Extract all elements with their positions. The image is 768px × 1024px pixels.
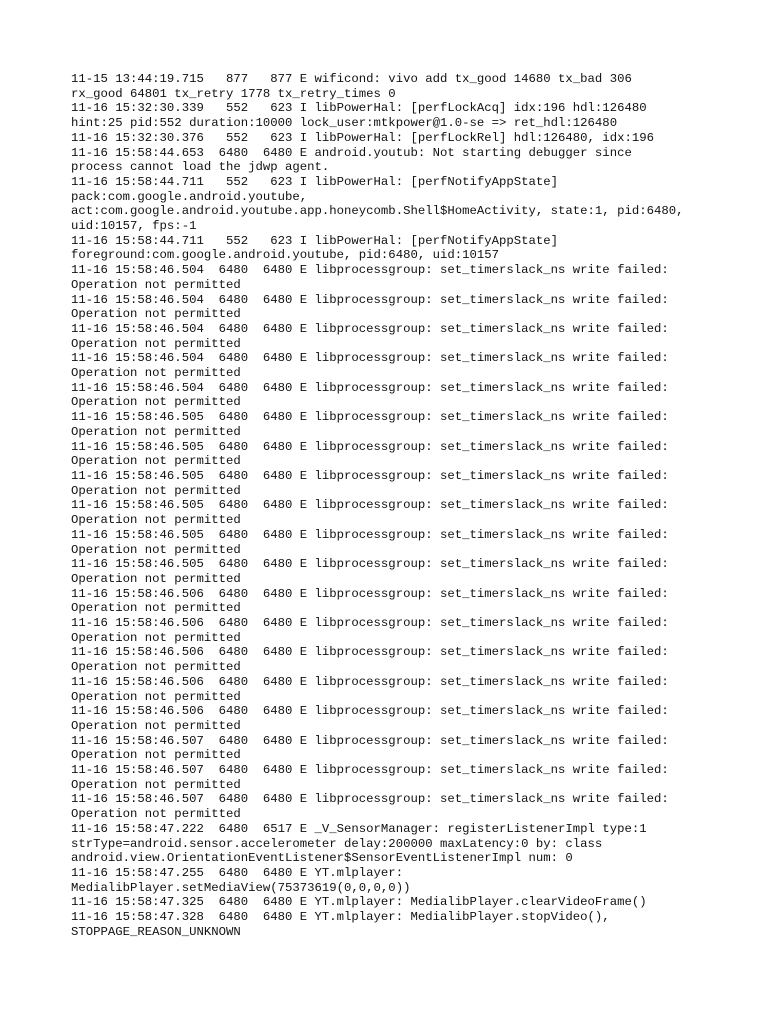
log-line: 11-16 15:58:46.504 6480 6480 E libprocessgroup: set_timerslack_ns write failed: <box>71 380 669 395</box>
log-line: Operation not permitted <box>71 424 241 439</box>
log-line: Operation not permitted <box>71 542 241 557</box>
log-line: 11-16 15:32:30.376 552 623 I libPowerHal: [perfLockRel] hdl:126480, idx:196 <box>71 130 654 145</box>
log-line: 11-16 15:58:46.507 6480 6480 E libprocessgroup: set_timerslack_ns write failed: <box>71 792 669 807</box>
log-line: Operation not permitted <box>71 689 241 704</box>
log-line: Operation not permitted <box>71 307 241 322</box>
log-line: STOPPAGE_REASON_UNKNOWN <box>71 924 241 939</box>
log-line: Operation not permitted <box>71 630 241 645</box>
log-line: 11-16 15:58:46.507 6480 6480 E libprocessgroup: set_timerslack_ns write failed: <box>71 733 669 748</box>
log-line: Operation not permitted <box>71 571 241 586</box>
log-line: 11-16 15:58:46.505 6480 6480 E libprocessgroup: set_timerslack_ns write failed: <box>71 527 669 542</box>
log-line: 11-16 15:58:46.506 6480 6480 E libprocessgroup: set_timerslack_ns write failed: <box>71 674 669 689</box>
log-line: 11-16 15:58:46.506 6480 6480 E libprocessgroup: set_timerslack_ns write failed: <box>71 586 669 601</box>
log-line: 11-16 15:58:47.255 6480 6480 E YT.mlplayer: <box>71 865 404 880</box>
log-line: Operation not permitted <box>71 660 241 675</box>
log-line: process cannot load the jdwp agent. <box>71 160 330 175</box>
log-line: android.view.OrientationEventListener$SensorEventListenerImpl num: 0 <box>71 851 573 866</box>
log-line: 11-16 15:58:46.506 6480 6480 E libprocessgroup: set_timerslack_ns write failed: <box>71 645 669 660</box>
log-line: 11-16 15:58:46.507 6480 6480 E libprocessgroup: set_timerslack_ns write failed: <box>71 763 669 778</box>
log-line: 11-16 15:58:46.505 6480 6480 E libprocessgroup: set_timerslack_ns write failed: <box>71 498 669 513</box>
log-line: 11-16 15:58:44.711 552 623 I libPowerHal: [perfNotifyAppState] <box>71 233 559 248</box>
log-line: Operation not permitted <box>71 718 241 733</box>
log-line: Operation not permitted <box>71 454 241 469</box>
log-line: Operation not permitted <box>71 366 241 381</box>
log-line: Operation not permitted <box>71 748 241 763</box>
log-line: 11-16 15:58:47.222 6480 6517 E _V_SensorManager: registerListenerImpl type:1 <box>71 821 647 836</box>
log-line: hint:25 pid:552 duration:10000 lock_user:mtkpower@1.0-se => ret_hdl:126480 <box>71 116 618 131</box>
log-line: 11-16 15:58:44.711 552 623 I libPowerHal: [perfNotifyAppState] <box>71 174 559 189</box>
log-line: 11-16 15:58:44.653 6480 6480 E android.youtub: Not starting debugger since <box>71 145 632 160</box>
log-line: Operation not permitted <box>71 807 241 822</box>
log-line: pack:com.google.android.youtube, <box>71 189 308 204</box>
log-line: Operation not permitted <box>71 483 241 498</box>
log-line: 11-16 15:32:30.339 552 623 I libPowerHal: [perfLockAcq] idx:196 hdl:126480 <box>71 101 647 116</box>
log-line: 11-16 15:58:46.504 6480 6480 E libprocessgroup: set_timerslack_ns write failed: <box>71 351 669 366</box>
log-line: Operation not permitted <box>71 336 241 351</box>
log-line: 11-16 15:58:46.504 6480 6480 E libprocessgroup: set_timerslack_ns write failed: <box>71 292 669 307</box>
log-line: 11-16 15:58:46.505 6480 6480 E libprocessgroup: set_timerslack_ns write failed: <box>71 468 669 483</box>
log-line: act:com.google.android.youtube.app.honeycomb.Shell$HomeActivity, state:1, pid:6480, <box>71 204 684 219</box>
log-line: Operation not permitted <box>71 601 241 616</box>
log-line: Operation not permitted <box>71 777 241 792</box>
log-line: rx_good 64801 tx_retry 1778 tx_retry_times 0 <box>71 86 396 101</box>
log-line: 11-16 15:58:46.505 6480 6480 E libprocessgroup: set_timerslack_ns write failed: <box>71 410 669 425</box>
log-line: 11-16 15:58:46.506 6480 6480 E libprocessgroup: set_timerslack_ns write failed: <box>71 704 669 719</box>
log-document <box>71 72 711 939</box>
log-line: MedialibPlayer.setMediaView(75373619(0,0,0,0)) <box>71 880 411 895</box>
log-line: strType=android.sensor.accelerometer delay:200000 maxLatency:0 by: class <box>71 836 603 851</box>
log-body <box>71 72 711 939</box>
log-line: 11-15 13:44:19.715 877 877 E wificond: vivo add tx_good 14680 tx_bad 306 <box>71 72 632 86</box>
log-line: 11-16 15:58:47.328 6480 6480 E YT.mlplayer: MedialibPlayer.stopVideo(), <box>71 910 610 925</box>
log-line: uid:10157, fps:-1 <box>71 219 197 234</box>
log-line: 11-16 15:58:46.504 6480 6480 E libprocessgroup: set_timerslack_ns write failed: <box>71 321 669 336</box>
log-line: Operation not permitted <box>71 513 241 528</box>
log-line: 11-16 15:58:46.504 6480 6480 E libprocessgroup: set_timerslack_ns write failed: <box>71 263 669 278</box>
log-line: 11-16 15:58:46.506 6480 6480 E libprocessgroup: set_timerslack_ns write failed: <box>71 616 669 631</box>
log-line: 11-16 15:58:46.505 6480 6480 E libprocessgroup: set_timerslack_ns write failed: <box>71 557 669 572</box>
log-line: Operation not permitted <box>71 277 241 292</box>
log-line: foreground:com.google.android.youtube, pid:6480, uid:10157 <box>71 248 500 263</box>
log-line: Operation not permitted <box>71 395 241 410</box>
log-line: 11-16 15:58:47.325 6480 6480 E YT.mlplayer: MedialibPlayer.clearVideoFrame() <box>71 895 647 910</box>
log-line: 11-16 15:58:46.505 6480 6480 E libprocessgroup: set_timerslack_ns write failed: <box>71 439 669 454</box>
